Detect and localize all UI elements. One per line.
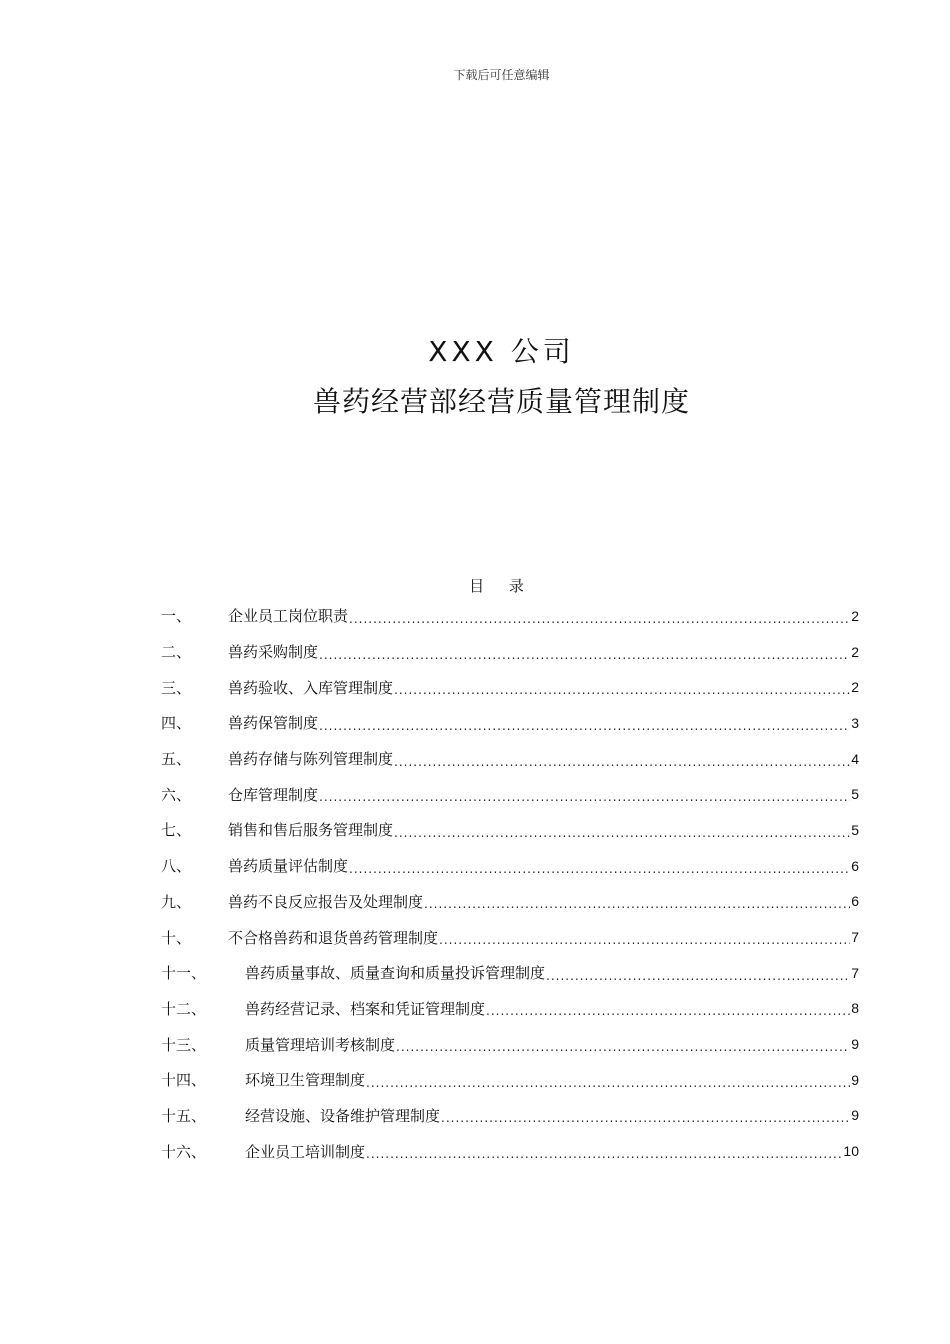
toc-page-number: 9 (851, 1071, 859, 1088)
toc-title: 兽药验收、入库管理制度 (228, 678, 394, 697)
toc-number: 五、 (161, 750, 192, 769)
toc-entry[interactable] (161, 1062, 859, 1098)
toc-number: 四、 (161, 714, 192, 733)
toc-leader (394, 826, 850, 840)
toc-page-number: 8 (851, 1000, 859, 1017)
toc-page-number: 10 (843, 1143, 859, 1160)
toc-number: 十三、 (161, 1035, 207, 1054)
toc-entry[interactable] (161, 955, 859, 991)
toc-entry[interactable] (161, 991, 859, 1027)
company-name: XXX 公司 (428, 335, 575, 368)
toc-leader (366, 1147, 842, 1161)
toc-page-number: 3 (851, 714, 859, 731)
toc-entry[interactable] (161, 741, 859, 777)
toc-number: 十、 (161, 928, 192, 947)
toc-number: 八、 (161, 857, 192, 876)
toc-page-number: 5 (851, 786, 859, 803)
toc-leader (546, 969, 850, 983)
toc-title: 质量管理培训考核制度 (245, 1035, 396, 1054)
toc-heading: 目 录 (469, 577, 534, 595)
toc-title: 环境卫生管理制度 (245, 1071, 366, 1090)
table-of-contents (161, 598, 859, 1169)
toc-title: 企业员工培训制度 (245, 1142, 366, 1161)
toc-entry[interactable] (161, 1026, 859, 1062)
toc-title: 兽药保管制度 (228, 714, 319, 733)
toc-leader (349, 862, 850, 876)
toc-title: 销售和售后服务管理制度 (228, 821, 394, 840)
toc-number: 十五、 (161, 1106, 207, 1125)
header-note: 下载后可任意编辑 (453, 68, 550, 82)
toc-title: 兽药质量评估制度 (228, 857, 349, 876)
toc-leader (349, 612, 850, 626)
toc-number: 十四、 (161, 1071, 207, 1090)
toc-entry[interactable] (161, 812, 859, 848)
toc-leader (319, 790, 850, 804)
toc-title: 经营设施、设备维护管理制度 (245, 1106, 441, 1125)
toc-page-number: 6 (851, 893, 859, 910)
toc-entry[interactable] (161, 1133, 859, 1169)
document-title: 兽药经营部经营质量管理制度 (312, 385, 690, 418)
toc-page-number: 7 (851, 929, 859, 946)
toc-number: 七、 (161, 821, 192, 840)
toc-entry[interactable] (161, 919, 859, 955)
toc-page-number: 7 (851, 964, 859, 981)
toc-entry[interactable] (161, 776, 859, 812)
toc-number: 二、 (161, 643, 192, 662)
toc-entry[interactable] (161, 634, 859, 670)
toc-page-number: 6 (851, 857, 859, 874)
toc-entry[interactable] (161, 884, 859, 920)
toc-title: 兽药质量事故、质量查询和质量投诉管理制度 (245, 964, 546, 983)
toc-page-number: 2 (851, 643, 859, 660)
toc-number: 十二、 (161, 999, 207, 1018)
toc-title: 不合格兽药和退货兽药管理制度 (228, 928, 439, 947)
toc-title: 兽药存储与陈列管理制度 (228, 750, 394, 769)
toc-leader (424, 897, 850, 911)
toc-number: 十六、 (161, 1142, 207, 1161)
toc-page-number: 9 (851, 1036, 859, 1053)
toc-leader (439, 933, 850, 947)
toc-leader (396, 1040, 850, 1054)
toc-page-number: 2 (851, 679, 859, 696)
toc-title: 兽药经营记录、档案和凭证管理制度 (245, 999, 486, 1018)
toc-page-number: 5 (851, 821, 859, 838)
toc-entry[interactable] (161, 1098, 859, 1134)
toc-number: 九、 (161, 892, 192, 911)
toc-title: 仓库管理制度 (228, 785, 319, 804)
toc-page-number: 9 (851, 1107, 859, 1124)
toc-number: 三、 (161, 678, 192, 697)
toc-entry[interactable] (161, 848, 859, 884)
toc-leader (394, 683, 850, 697)
toc-entry[interactable] (161, 669, 859, 705)
toc-entry[interactable] (161, 598, 859, 634)
toc-page-number: 2 (851, 607, 859, 624)
toc-entry[interactable] (161, 705, 859, 741)
toc-number: 一、 (161, 607, 192, 626)
toc-title: 兽药采购制度 (228, 643, 319, 662)
toc-title: 企业员工岗位职责 (228, 607, 349, 626)
toc-page-number: 4 (851, 750, 859, 767)
toc-number: 十一、 (161, 964, 207, 983)
toc-leader (319, 719, 850, 733)
toc-leader (366, 1076, 850, 1090)
toc-leader (441, 1111, 850, 1125)
toc-title: 兽药不良反应报告及处理制度 (228, 892, 424, 911)
toc-leader (394, 755, 850, 769)
toc-number: 六、 (161, 785, 192, 804)
toc-leader (319, 648, 850, 662)
toc-leader (486, 1004, 850, 1018)
